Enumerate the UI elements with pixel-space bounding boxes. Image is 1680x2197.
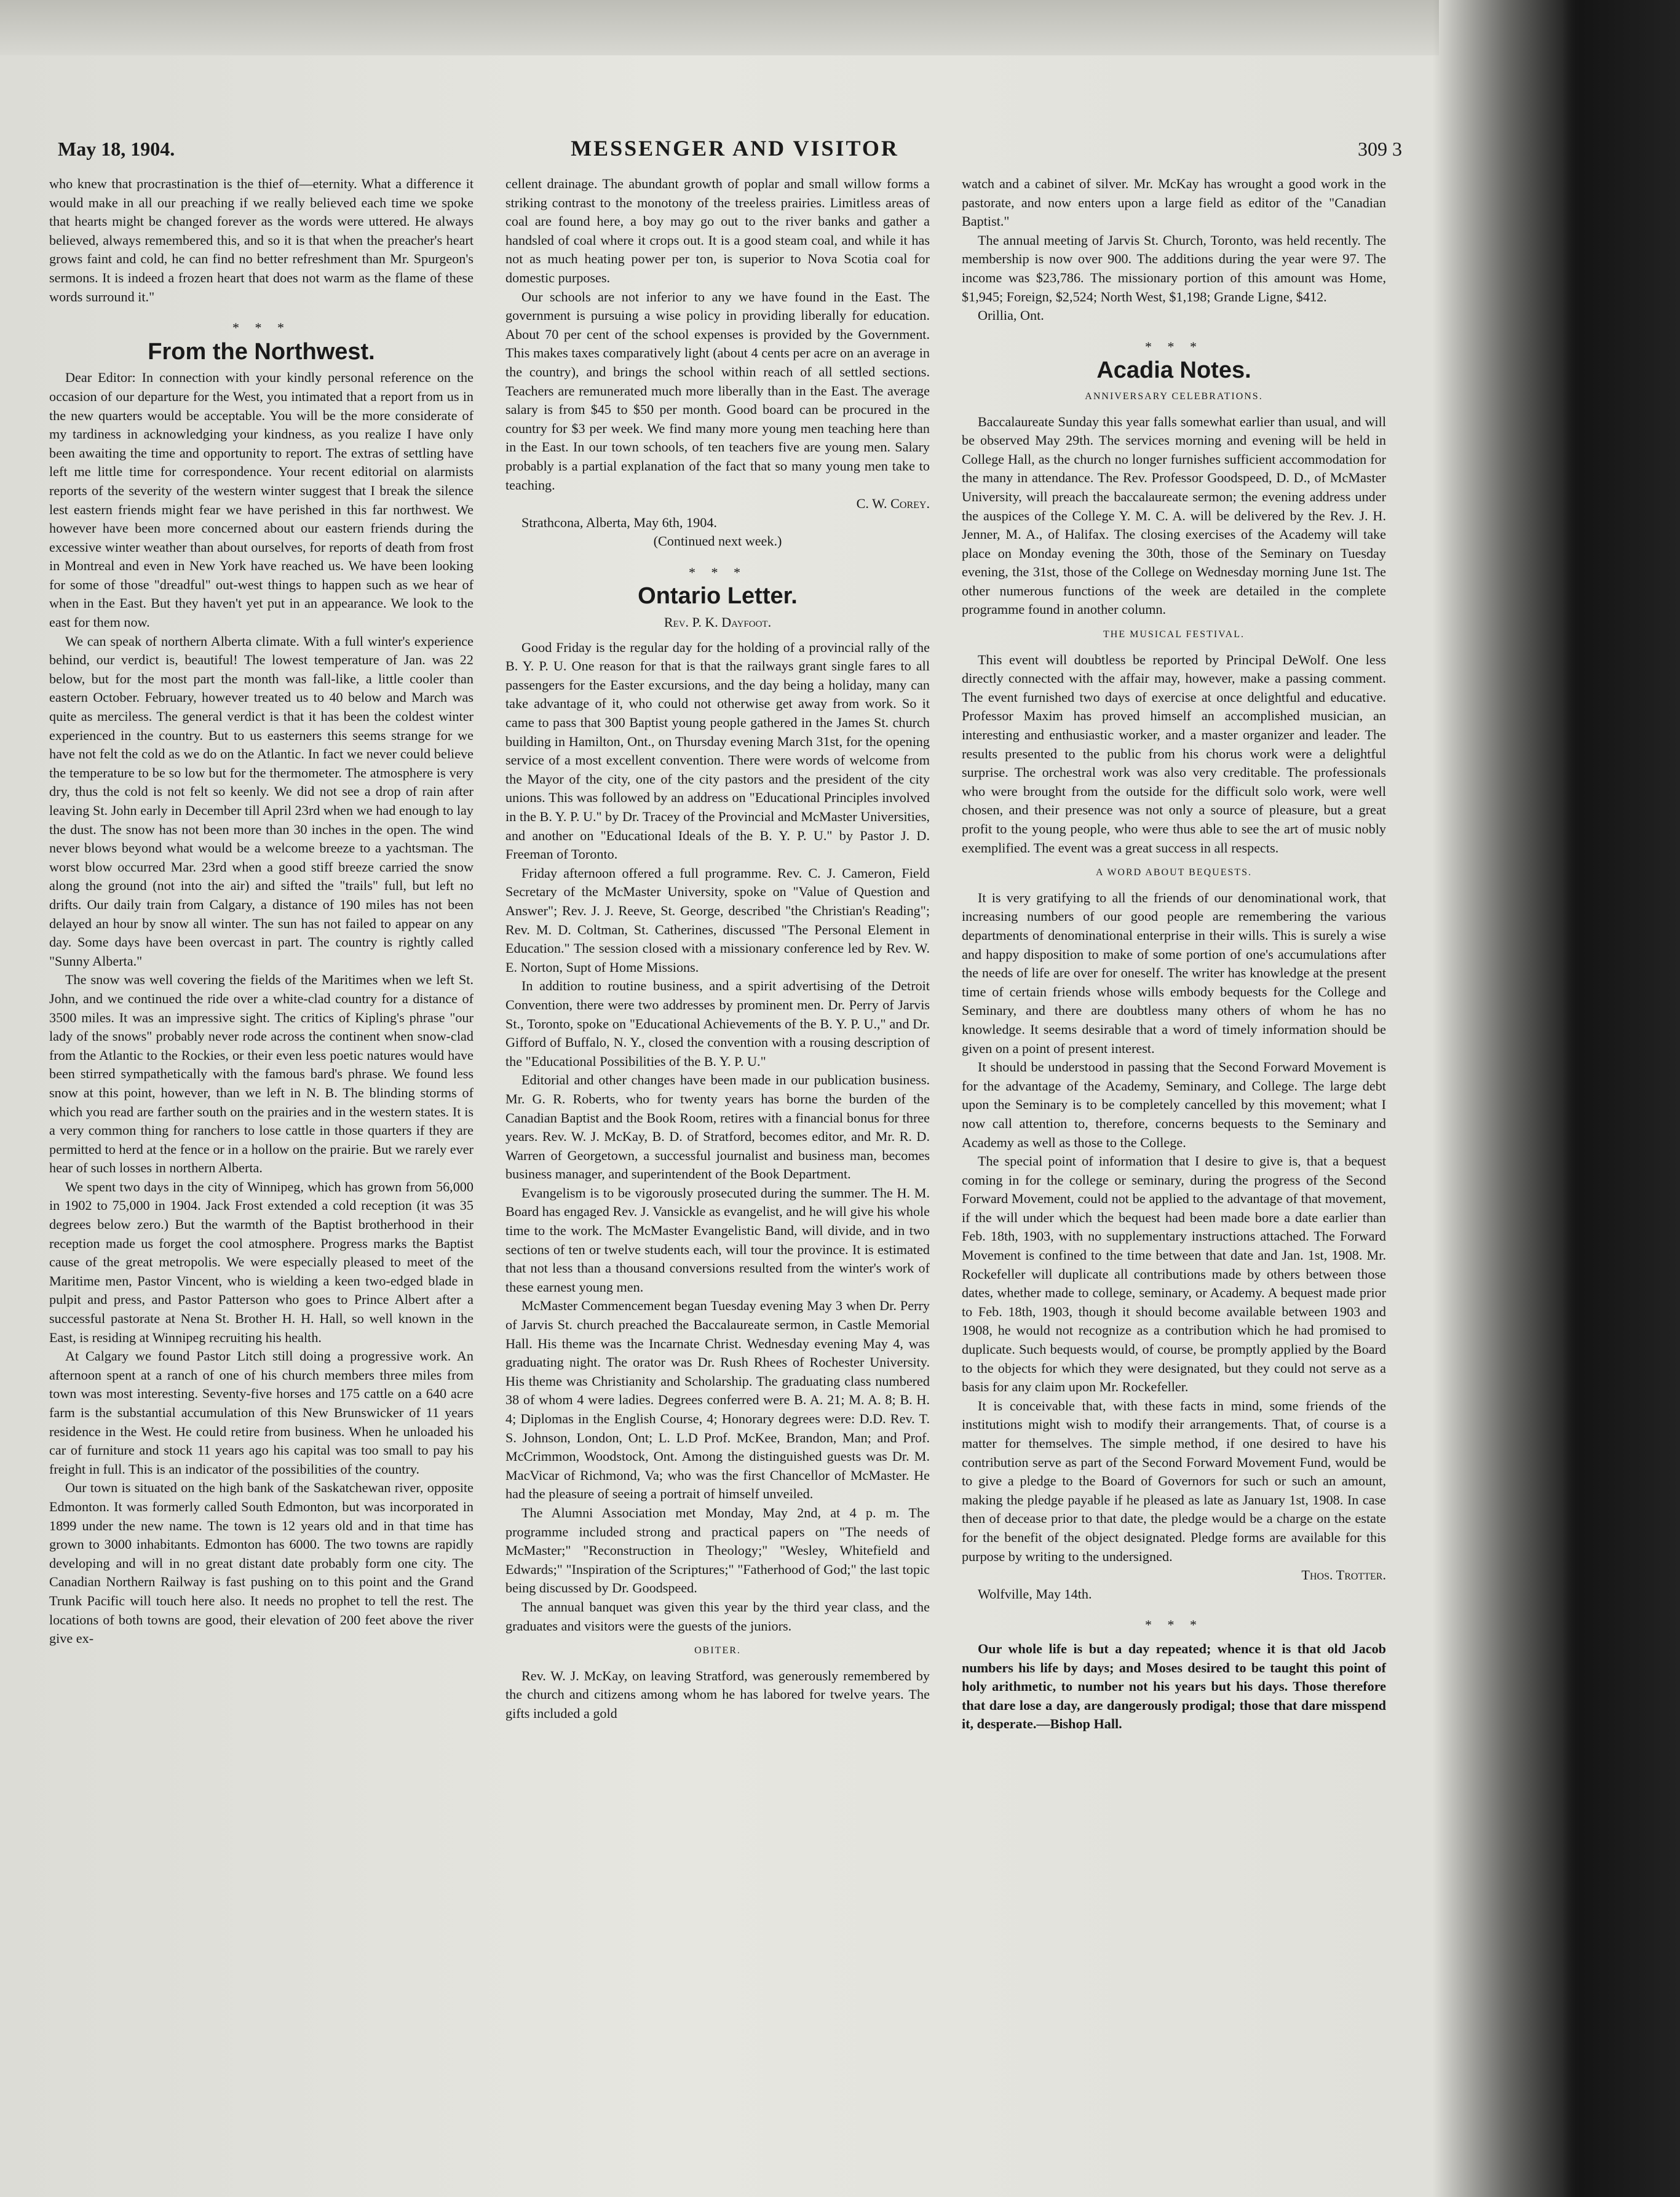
paragraph: It should be understood in passing that the Second Forward Movement is for the advantage of the Academy, Seminary, and College. The large debt upon the Seminary is to be completely cancelled by this movement; what I now call attention to, therefore, concerns bequests to the Seminary and Academy as well as those to the College.	[962, 1059, 1386, 1150]
closing-quote-block	[962, 1640, 1386, 1734]
paragraph: The special point of information that I desire to give is, that a bequest coming in for the college or seminary, during the progress of the Second Forward Movement, could not be applied to the advantage of that movement, if the will under which the bequest had been made bore a date earlier than Feb. 18th, 1903, with no supplementary instructions attached. The Forward Movement is confined to the time between that date and Jan. 1st, 1908. Mr. Rockefeller will duplicate all contributions made by others between those dates, whether made to college, seminary, or Academy. A bequest made prior to Feb. 18th, 1903, though it should become available between 1903 and 1908, he would not recognize as a contribution which he had promised to duplicate. Such bequests would, of course, be promptly applied by the Board to the objects for which they were designated, but they could not serve as a basis for any claim upon Mr. Rockefeller.	[962, 1153, 1386, 1395]
paragraph: Friday afternoon offered a full programme. Rev. C. J. Cameron, Field Secretary of the McMaster University, spoke on "Value of Question and Answer"; Rev. J. J. Reeve, St. George, described "the Christian's Reading"; Rev. M. D. Coltman, St. Catherines, discussed "The Personal Element in Education." The session closed with a missionary conference led by Rev. W. E. Norton, Supt of Home Missions.	[505, 865, 930, 975]
place-line: Orillia, Ont.	[978, 308, 1044, 324]
page-number: 309 3	[1358, 138, 1402, 160]
paragraph: We spent two days in the city of Winnipeg, which has grown from 56,000 in 1902 to 75,000 in 1904. Jack Frost extended a cold reception (it was 35 degrees below zero.) But the warmth of the Baptist brotherhood in their reception made us forget the cool atmosphere. Progress marks the Baptist cause of the great metropolis. We were especially pleased to meet of the Maritime men, Pastor Vincent, who is wielding a keen two-edged blade in pulpit and press, and Pastor Patterson who goes to Prince Albert after a successful pastorate at Nena St. Brother H. H. Hall, so well known in the East, is residing at Winnipeg recruiting his health.	[49, 1178, 473, 1345]
page-top-edge	[0, 0, 1439, 55]
continued-note: (Continued next week.)	[653, 533, 782, 549]
paragraph: Evangelism is to be vigorously prosecuted during the summer. The H. M. Board has engaged Rev. J. Vansickle as evangelist, and he will give his whole time to the work. The McMaster Evangelistic Band, will divide, and in two sections of ten or twelve students each, will tour the province. It is estimated that not less than a thousand conversions resulted from the winter's work of these earnest young men.	[505, 1185, 930, 1295]
subheading: A WORD ABOUT BEQUESTS.	[1095, 867, 1253, 878]
paragraph: The snow was well covering the fields of the Maritimes when we left St. John, and we continued the ride over a white-clad country for a distance of 3500 miles. It was an impressive sight. The critics of Kipling's phrase "our lady of the snows" probably never rode across the continent when snow-clad from the Atlantic to the Rockies, or their even less poetic natures would have been stirred sympathetically with the famous bard's phrase. We found less snow at this point, however, than we left in N. B. The blinding storms of which you read are farther south on the prairies and in the western states. It is a very common thing for ranchers to lose cattle in those quarters if they are permitted to herd at the fence or in a hollow on the prairie. But we rarely ever hear of such losses in northern Alberta.	[49, 972, 473, 1176]
paragraph: Baccalaureate Sunday this year falls somewhat earlier than usual, and will be observed May 29th. The services morning and evening will be held in College Hall, as the church no longer furnishes sufficient accommodation for the many in attendance. The Rev. Professor Goodspeed, D. D., of McMaster University, will preach the baccalaureate sermon; the evening address under the auspices of the College Y. M. C. A. will be delivered by the Rev. J. H. Jenner, M. A., of Halifax. The closing exercises of the Academy will take place on Monday evening the 30th, those of the Seminary on Tuesday evening, the 31st, those of the College on Wednesday morning June 1st. The other numerous functions of the week are detailed in the complete programme found in another column.	[962, 413, 1386, 618]
subheading: OBITER.	[694, 1645, 741, 1656]
paragraph: At Calgary we found Pastor Litch still doing a progressive work. An afternoon spent at a ranch of one of his church members three miles from town was most interesting. Seventy-five horses and 175 cattle on a 640 acre farm is the substantial accumulation of this New Brunswicker of 11 years residence in the West. He could retire from business. When he unloaded his car of furniture and stock 11 years ago his capital was too small to pay his freight in full. This is an indicator of the possibilities of the country.	[49, 1348, 473, 1477]
section-separator: * * *	[689, 564, 747, 580]
paragraph: cellent drainage. The abundant growth of poplar and small willow forms a striking contrast to the monotony of the treeless prairies. Limitless areas of coal are found here, a boy may go out to the river banks and gather a handsled of coal where it crops out. It is a good steam coal, and while it has not as much heating power per ton, is superior to Nova Scotia coal for domestic purposes.	[505, 176, 930, 285]
column-3	[962, 175, 1386, 1734]
paragraph: Our town is situated on the high bank of the Saskatchewan river, opposite Edmonton. It was formerly called South Edmonton, but was incorporated in 1899 under the new name. The town is 12 years old and in that time has grown to 3000 inhabitants. Edmonton has 6000. The two towns are rapidly developing and will in no great distant date probably form one city. The Canadian Northern Railway is fast pushing on to this point and the Grand Trunk Pacific will touch here also. It needs no prophet to tell the rest. The locations of both towns are good, their elevation of 200 feet above the river give ex-	[49, 1480, 473, 1647]
paragraph: McMaster Commencement began Tuesday evening May 3 when Dr. Perry of Jarvis St. church preached the Baccalaureate sermon, in Castle Memorial Hall. His theme was the Incarnate Christ. Wednesday evening May 4, was graduating night. The orator was Dr. Rush Rhees of Rochester University. His theme was Christianity and Scholarship. The graduating class numbered 38 of whom 4 were ladies. Degrees conferred were B. A. 21; M. A. 8; B. H. 4; Diplomas in the English Course, 4; Honorary degrees were: D.D. Rev. T. S. Johnson, London, Ont; L. L.D Prof. McKee, Brandon, Man; and Prof. McCrimmon, Woodstock, Ont. Among the distinguished guests was Dr. M. MacVicar of Richmond, Va; who was the first Chancellor of McMaster. He had the pleasure of seeing a portrait of himself unveiled.	[505, 1298, 930, 1502]
article-heading: Ontario Letter.	[638, 583, 798, 610]
paragraph: The Alumni Association met Monday, May 2nd, at 4 p. m. The programme included strong and practical papers on "The needs of McMaster;" "Reconstruction in Theology;" "Wesley, Whitefield and Edwards;" "Inspiration of the Scriptures;" "Fatherhood of God;" the last topic being discussed by Dr. Goodspeed.	[505, 1504, 930, 1596]
subheading: ANNIVERSARY CELEBRATIONS.	[1085, 391, 1263, 402]
publication-title: MESSENGER AND VISITOR	[571, 136, 899, 161]
paragraph: watch and a cabinet of silver. Mr. McKay has wrought a good work in the pastorate, and now enters upon a large field as editor of the "Canadian Baptist."	[962, 176, 1386, 229]
article-heading: From the Northwest.	[148, 338, 375, 365]
paragraph: Dear Editor: In connection with your kindly personal reference on the occasion of our departure for the West, you intimated that a report from us in the new quarters would be acceptable. You will be the more considerate of my tardiness in acknowledging your kindness, as you realize I have only been awaiting the time and opportunity to report. The extras of settling have left me little time for correspondence. Your recent editorial on alarmists reports of the severity of the western winter suggest that I break the silence lest eastern friends might fear we have perished in this far northwest. We however have been more concerned about our eastern friends during the excessive winter weather than about ourselves, for reports of death from frost in Montreal and even in New York have reached us. We have been looking for some of those "dreadful" out-west things to happen such as we hear of when in the East. But they haven't yet put in an appearance. We look to the east for them now.	[49, 370, 473, 630]
paragraph: Rev. W. J. McKay, on leaving Stratford, was generously remembered by the church and citizens among whom he has labored for twelve years. The gifts included a gold	[505, 1667, 930, 1721]
signature: Thos. Trotter.	[1301, 1567, 1386, 1583]
column-2	[505, 175, 930, 1723]
signature: C. W. Corey.	[856, 496, 930, 512]
section-separator: * * *	[1145, 1617, 1203, 1633]
paragraph: It is very gratifying to all the friends of our denominational work, that increasing numbers of our good people are remembering the various departments of denominational enterprise in their wills. This is surely a wise and happy disposition to make of some portion of one's accumulations after the needs of life are over for oneself. The writer has knowledge at the present time of certain friends whose wills embody bequests for the College and Seminary, and there are doubtless many others of whom he has no knowledge. It seems desirable that a word of timely information should be given on a point of present interest.	[962, 889, 1386, 1056]
paragraph: Good Friday is the regular day for the holding of a provincial rally of the B. Y. P. U. One reason for that is that the railways grant single fares to all passengers for the Easter excursions, and the day being a holiday, many can take advantage of it, who could not otherwise get away from work. So it came to pass that 300 Baptist young people gathered in the James St. church building in Hamilton, Ont., on Thursday evening March 31st, for the opening service of a most excellent convention. There were words of welcome from the Mayor of the city, one of the city pastors and the president of the city unions. This was followed by an address on "Educational Principles involved in the B. Y. P. U." by Dr. Tracey of the Provincial and McMaster Universities, and another on "Educational Ideals of the B. Y. P. U." by Pastor J. D. Freeman of Toronto.	[505, 639, 930, 862]
closing-quote: Our whole life is but a day repeated; whence it is that old Jacob numbers his life by days; and Moses desired to be taught this point of holy arithmetic, to number not his years but his days. Those therefore that dare lose a day, are dangerously prodigal; those that dare misspend it, desperate.—Bishop Hall.	[962, 1640, 1386, 1732]
byline: Rev. P. K. Dayfoot.	[664, 614, 772, 630]
paragraph: We can speak of northern Alberta climate. With a full winter's experience behind, our verdict is, beautiful! The lowest temperature of Jan. was 22 below, but for the most part the month was fall-like, a little cooler than eastern October. February, however treated us to 40 below and March was quite as merciless. The general verdict is that it has been the coldest winter experienced in the country. But to us easterners this seems strange for we have not felt the cold as we do on the Atlantic. In fact we never could believe the temperature to be so low but for the thermometer. The atmosphere is very dry, thus the cold is not felt so keenly. We did not see a drop of rain after leaving St. John early in December till April 23rd when we had enough to lay the dust. The snow has not been more than 30 inches in the open. The wind never blows beyond what would be a welcome breeze to a yachtsman. The worst blow occurred Mar. 23rd when a good stiff breeze carried the snow along the ground (not into the air) and sifted the "trails" full, but left no drifts. Our daily train from Calgary, a distance of 190 miles has not been delayed an hour by snow all winter. The sun has not failed to appear on any day. Some days have been overcast in part. The country is rightly called "Sunny Alberta."	[49, 633, 473, 969]
paragraph: In addition to routine business, and a spirit advertising of the Detroit Convention, there were two addresses by prominent men. Dr. Perry of Jarvis St., Toronto, spoke on "Educational Achievements of the B. Y. P. U.," and Dr. Gifford of Buffalo, N. Y., closed the convention with a rousing description of the "Educational Possibilities of the B. Y. P. U."	[505, 978, 930, 1069]
place-date: Wolfville, May 14th.	[978, 1586, 1092, 1602]
paragraph: This event will doubtless be reported by Principal DeWolf. One less directly connected with the affair may, however, make a passing comment. The event furnished two days of exercise at once delightful and educative. Professor Maxim has proved himself an accomplished musician, an interesting and enthusiastic worker, and a master organizer and leader. The results presented to the public from his chorus work were a delightful surprise. The orchestral work was also very creditable. The professionals who were brought from the outside for the difficult solo work, were well chosen, and their presence was not only a source of pleasure, but a great profit to the young people, who were thus able to see the art of music nobly exemplified. The event was a great success in all respects.	[962, 651, 1386, 856]
paragraph: The annual banquet was given this year by the third year class, and the graduates and visitors were the guests of the juniors.	[505, 1599, 930, 1634]
issue-date: May 18, 1904.	[58, 138, 175, 160]
section-separator: * * *	[1145, 338, 1203, 354]
column-1	[49, 175, 473, 1648]
masthead	[49, 135, 1420, 166]
paragraph: Our schools are not inferior to any we have found in the East. The government is pursuing a wise policy in providing liberally for education. About 70 per cent of the school expenses is provided by the Government. This makes taxes comparatively light (about 4 cents per acre on an average in the country), and brings the school within reach of all settled sections. Teachers are remunerated much more liberally than in the East. The average salary is from $45 to $50 per month. Good board can be procured in the country for $3 per week. We find many more young men teaching here than in the East. In our town schools, of ten teachers five are young men. Salary probably is a partial explanation of the fact that so many young men take to teaching.	[505, 288, 930, 493]
subheading: THE MUSICAL FESTIVAL.	[1103, 629, 1245, 640]
article-heading: Acadia Notes.	[1096, 357, 1251, 384]
paragraph: It is conceivable that, with these facts in mind, some friends of the institutions might wish to modify their arrangements. That, of course is a matter for themselves. The simple method, if one desired to have his contribution serve as part of the Second Forward Movement Fund, would be to give a pledge to the Board of Governors for such or such an amount, making the pledge payable if he pleased as late as January 1st, 1908. In case then of decease prior to that date, the pledge would be a charge on the estate for the benefit of the object designated. Pledge forms are available for this purpose by writing to the undersigned.	[962, 1397, 1386, 1564]
paragraph: who knew that procrastination is the thief of—eternity. What a difference it would make in all our preaching if we really believed each time we spoke that hearts might be changed forever as the words were uttered. He always believed, always remembered this, and so it is that when the preacher's heart grows faint and cold, he can find no better refreshment than Mr. Spurgeon's sermons. It is indeed a frozen heart that does not warm as the flame of these words surround it."	[49, 176, 473, 304]
paragraph: The annual meeting of Jarvis St. Church, Toronto, was held recently. The membership is now over 900. The additions during the year were 97. The income was $23,786. The missionary portion of this amount was Home, $1,945; Foreign, $2,524; North West, $1,198; Grande Ligne, $412.	[962, 232, 1386, 304]
place-date: Strathcona, Alberta, May 6th, 1904.	[521, 514, 717, 530]
binding-shadow	[1433, 0, 1680, 2197]
paragraph: Editorial and other changes have been made in our publication business. Mr. G. R. Roberts, who for twenty years has borne the burden of the Canadian Baptist and the Book Room, retires with a financial bonus for three years. Rev. W. J. McKay, B. D. of Stratford, becomes editor, and Mr. R. D. Warren of Georgetown, a successful journalist and business man, becomes business manager, and superintendent of the Book Department.	[505, 1072, 930, 1182]
newspaper-page	[49, 135, 1420, 2190]
section-separator: * * *	[232, 320, 290, 336]
